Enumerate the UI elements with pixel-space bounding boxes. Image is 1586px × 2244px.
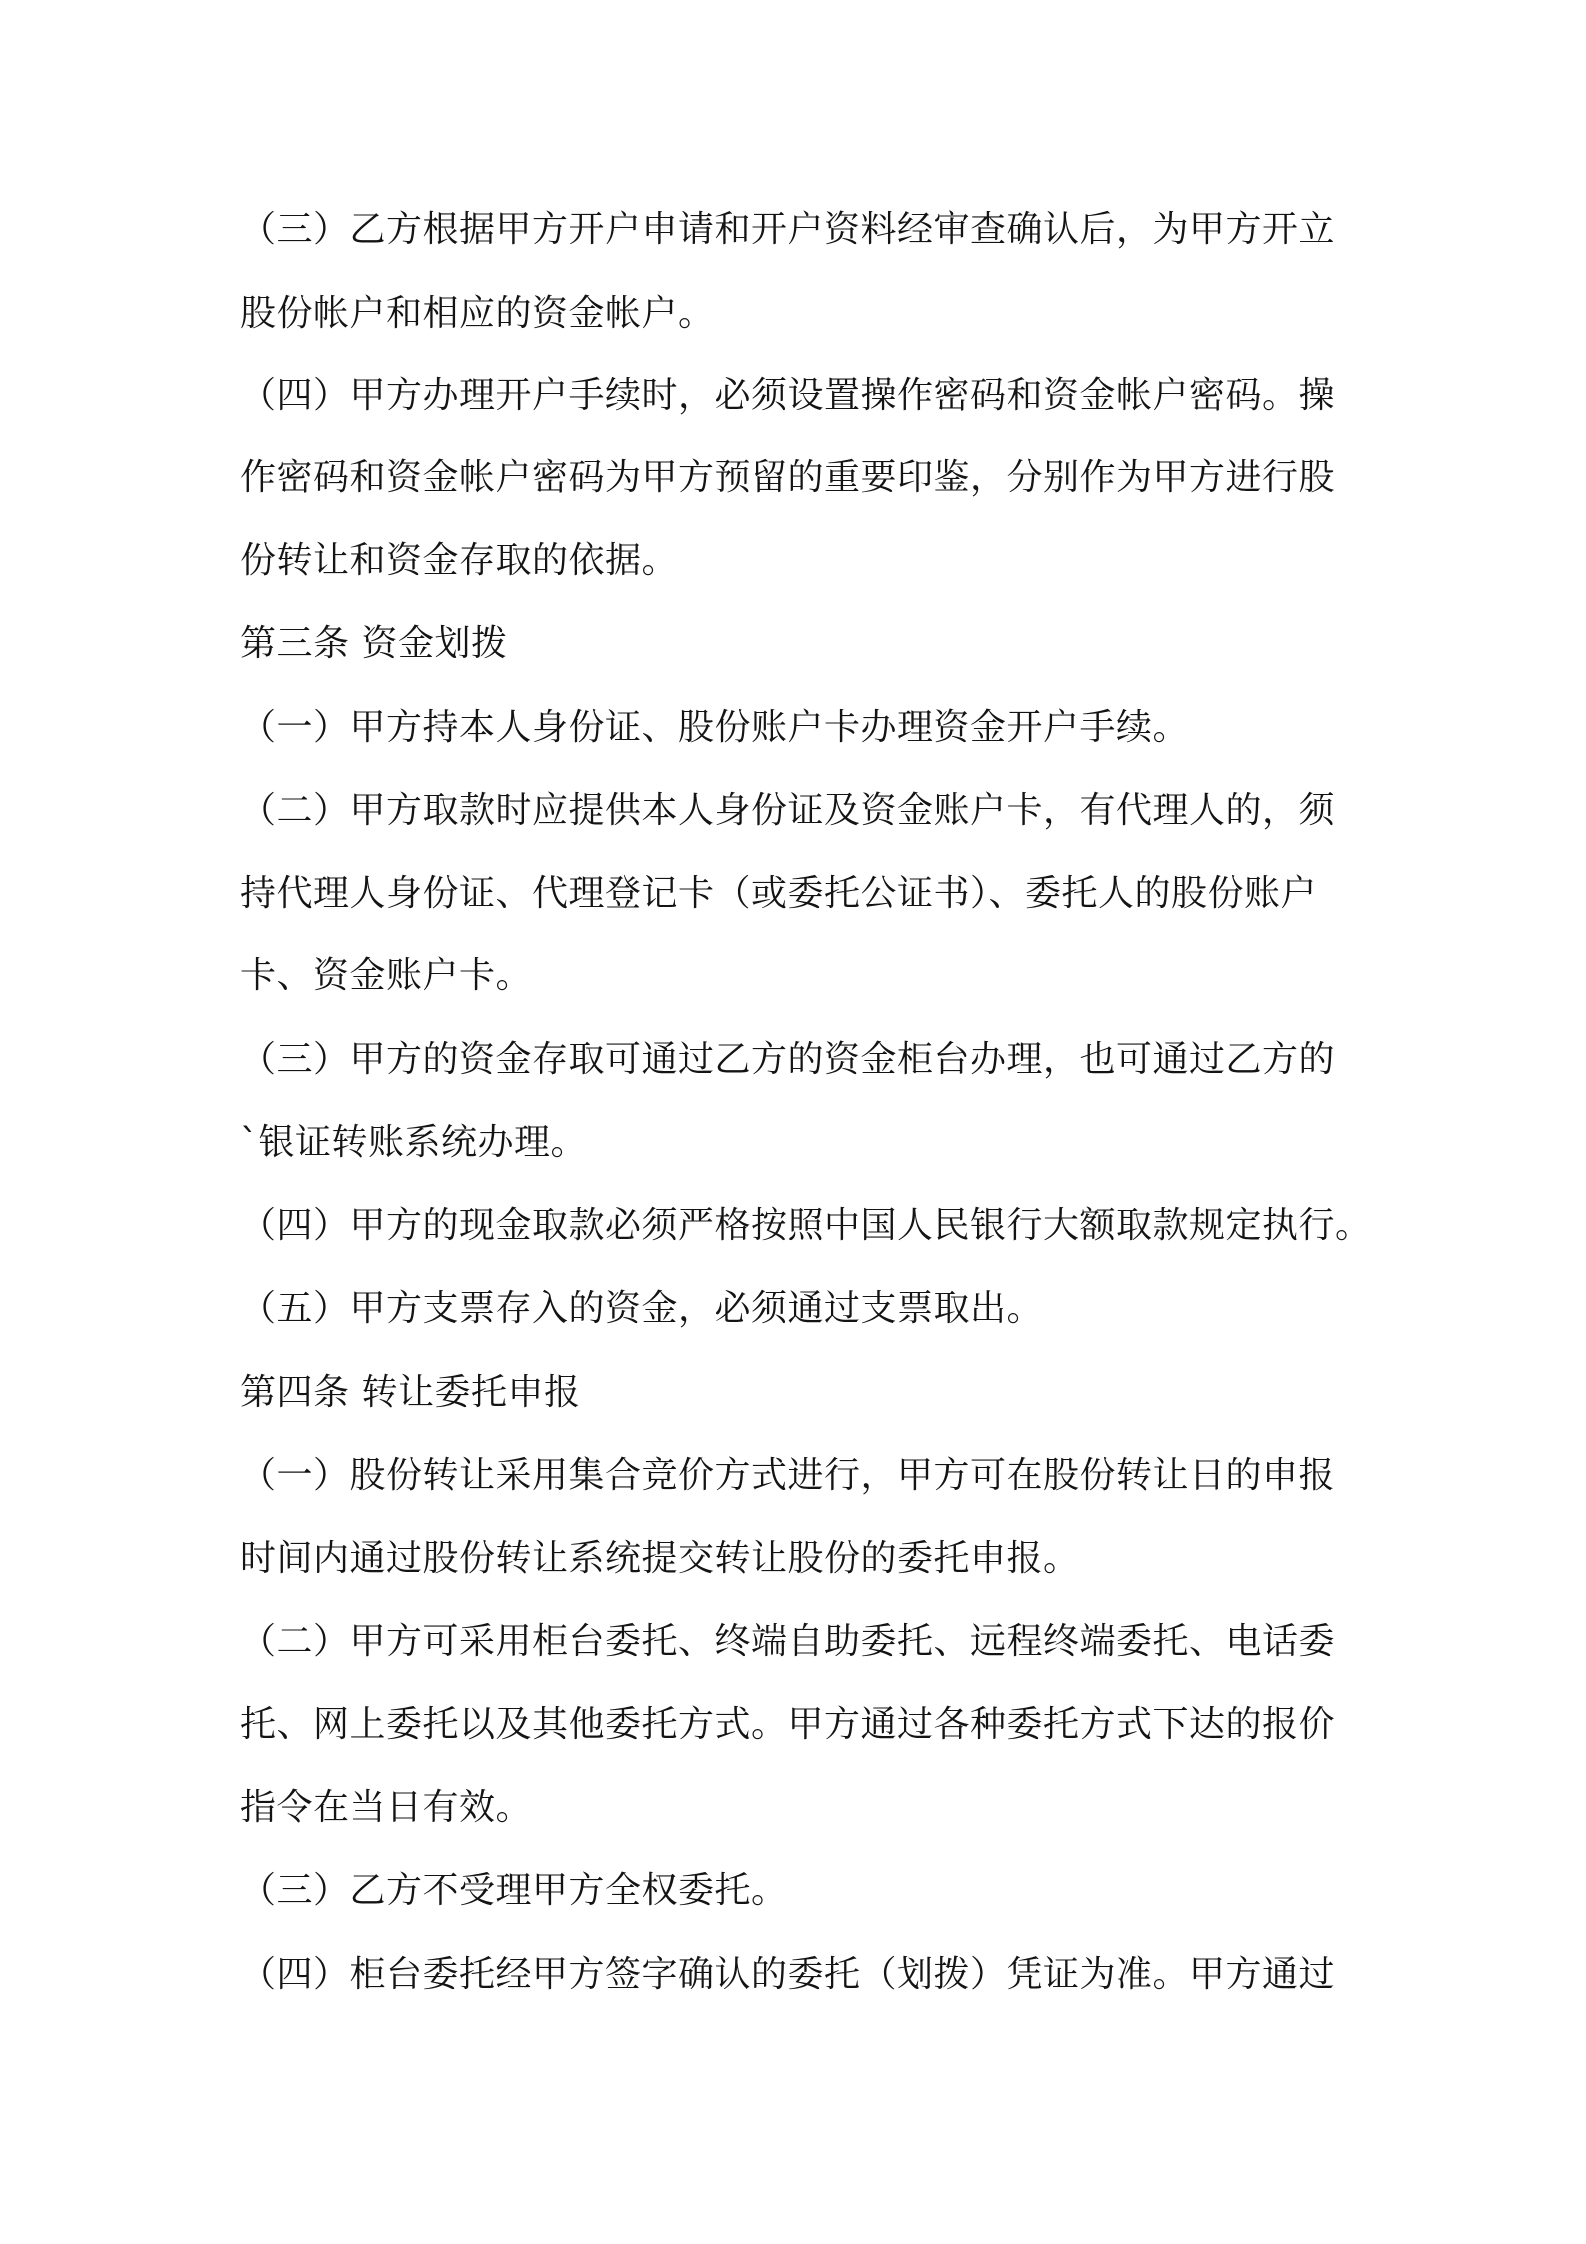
- text-line: 指令在当日有效。: [240, 1787, 533, 1828]
- text-line: 作密码和资金帐户密码为甲方预留的重要印鉴，分别作为甲方进行股: [240, 457, 1336, 498]
- text-line: （四）甲方办理开户手续时，必须设置操作密码和资金帐户密码。操: [240, 375, 1336, 416]
- section-heading: 第三条 资金划拨: [240, 623, 508, 664]
- text-line: （三）乙方根据甲方开户申请和开户资料经审查确认后，为甲方开立: [240, 209, 1336, 250]
- text-line: 托、网上委托以及其他委托方式。甲方通过各种委托方式下达的报价: [240, 1704, 1336, 1745]
- text-line: （五）甲方支票存入的资金，必须通过支票取出。: [240, 1288, 1044, 1329]
- text-line: （四）甲方的现金取款必须严格按照中国人民银行大额取款规定执行。: [240, 1205, 1372, 1246]
- text-line: 时间内通过股份转让系统提交转让股份的委托申报。: [240, 1538, 1080, 1579]
- text-line: 持代理人身份证、代理登记卡（或委托公证书）、委托人的股份账户: [240, 873, 1318, 914]
- text-line: （二）甲方取款时应提供本人身份证及资金账户卡，有代理人的，须: [240, 790, 1336, 831]
- text-line: （一）股份转让采用集合竞价方式进行，甲方可在股份转让日的申报: [240, 1455, 1336, 1496]
- text-line: （一）甲方持本人身份证、股份账户卡办理资金开户手续。: [240, 707, 1190, 748]
- text-line: （二）甲方可采用柜台委托、终端自助委托、远程终端委托、电话委: [240, 1621, 1336, 1662]
- text-line: 卡、资金账户卡。: [240, 955, 533, 996]
- section-heading: 第四条 转让委托申报: [240, 1372, 581, 1413]
- text-line: 份转让和资金存取的依据。: [240, 540, 679, 581]
- text-line: `银证转账系统办理。: [240, 1122, 588, 1163]
- text-line: （四）柜台委托经甲方签字确认的委托（划拨）凭证为准。甲方通过: [240, 1954, 1336, 1995]
- text-line: （三）乙方不受理甲方全权委托。: [240, 1870, 788, 1911]
- text-line: （三）甲方的资金存取可通过乙方的资金柜台办理，也可通过乙方的: [240, 1039, 1336, 1080]
- text-line: 股份帐户和相应的资金帐户。: [240, 293, 715, 334]
